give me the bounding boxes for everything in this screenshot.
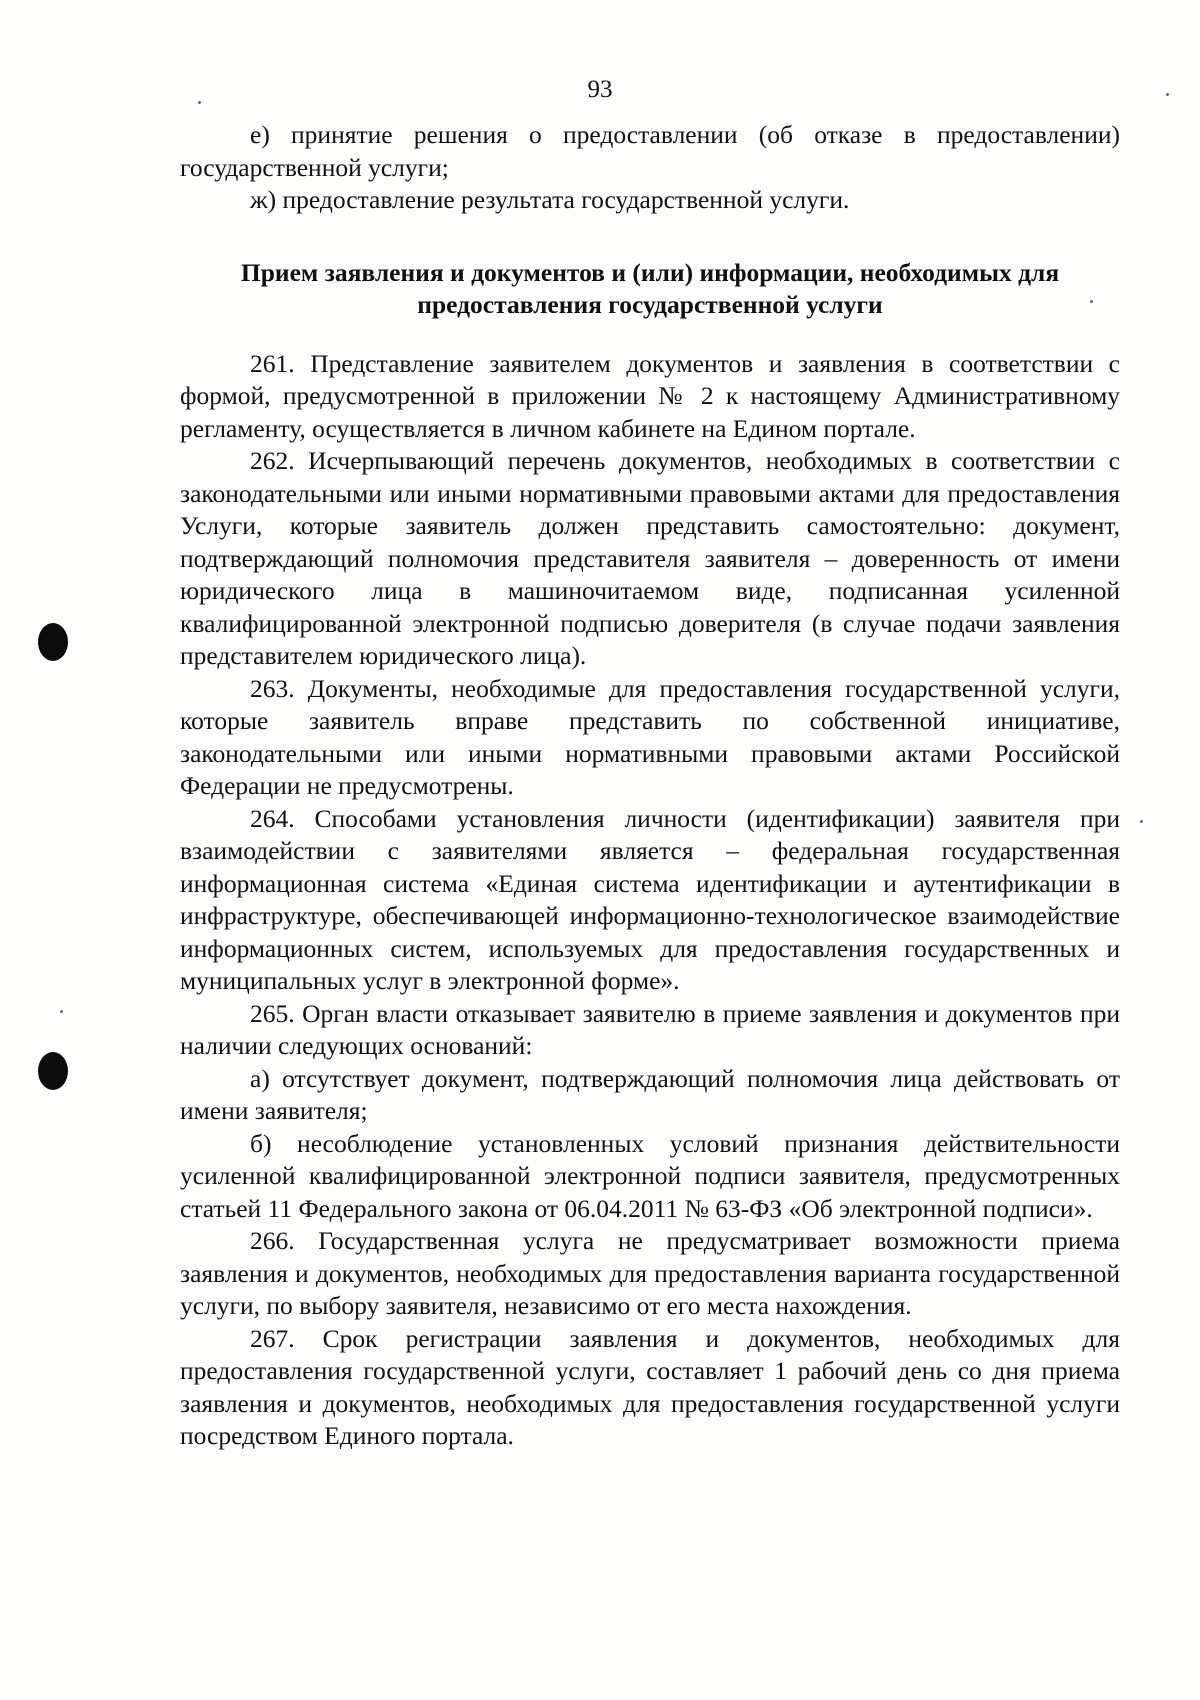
paragraph-261: 261. Представление заявителем документов и заявления в соответствии с формой, предусмотренной в приложении № 2 к настоящему Административному регламенту, осуществляется в личном кабинете на Едином портале. — [180, 348, 1120, 443]
paragraph-267: 267. Срок регистрации заявления и документов, необходимых для предоставления государственной услуги, составляет 1 рабочий день со дня приема заявления и документов, необходимых для предоставления государственной услуги посредством Единого портала. — [180, 1323, 1120, 1450]
scan-speck — [1140, 820, 1143, 823]
paragraph-265-a: а) отсутствует документ, подтверждающий полномочия лица действовать от имени заявителя; — [180, 1063, 1120, 1125]
paragraph-266: 266. Государственная услуга не предусматривает возможности приема заявления и документов, необходимых для предоставления варианта государственной услуги, по выбору заявителя, независимо от его места нахождения. — [180, 1226, 1120, 1320]
paragraph-262: 262. Исчерпывающий перечень документов, необходимых в соответствии с законодательными или иными нормативными правовыми актами для предоставления Услуги, которые заявитель должен представить самостоятельно: документ, подтверждающий полномочия представителя заявителя – доверенность от имени юридического лица в машиночитаемом виде, подписанная усиленной квалифицированной электронной подписью доверителя (в случае подачи заявления представителем юридического лица). — [180, 446, 1120, 670]
scan-speck — [1166, 93, 1169, 96]
paragraph-265: 265. Орган власти отказывает заявителю в приеме заявления и документов при наличии следующих оснований: — [180, 998, 1120, 1060]
paragraph-265-b: б) несоблюдение установленных условий признания действительности усиленной квалифицированной электронной подписи заявителя, предусмотренных статьей 11 Федерального закона от 06.04.2011 № 63-ФЗ «Об электронной подписи». — [180, 1128, 1120, 1223]
paragraph-263: 263. Документы, необходимые для предоставления государственной услуги, которые заявитель вправе представить по собственной инициативе, законодательными или иными нормативными правовыми актами Российской Федерации не предусмотрены. — [180, 673, 1120, 800]
scan-speck — [198, 101, 201, 104]
scan-speck — [60, 1010, 63, 1013]
punch-hole — [38, 1052, 68, 1090]
punch-hole — [38, 623, 68, 661]
list-item: ж) предоставление результата государственной услуги. — [250, 185, 850, 214]
paragraph-264: 264. Способами установления личности (идентификации) заявителя при взаимодействии с заявителями является – федеральная государственная информационная система «Единая система идентификации и аутентификации в инфраструктуре, обеспечивающей информационно-технологическое взаимодействие информационных систем, используемых для предоставления государственных и муниципальных услуг в электронной форме». — [180, 803, 1120, 995]
page-number: 93 — [587, 76, 613, 103]
list-item: е) принятие решения о предоставлении (об отказе в предоставлении) государственной услуги; — [180, 120, 1120, 182]
section-heading: Прием заявления и документов и (или) информации, необходимых для предоставления государственной услуги — [240, 257, 1060, 319]
document-body — [180, 119, 1120, 1453]
